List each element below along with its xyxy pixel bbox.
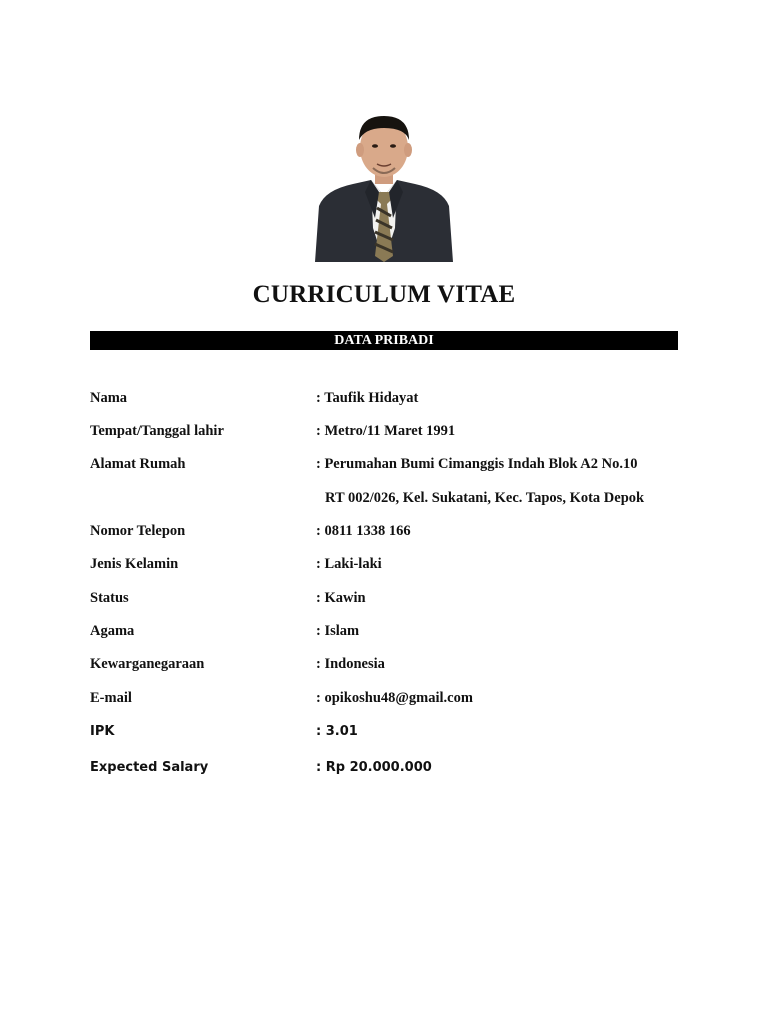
field-row-tempat-tanggal-lahir: [90, 421, 690, 441]
field-value: : Rp 20.000.000: [316, 760, 432, 775]
field-value: : Kawin: [316, 590, 366, 606]
field-label: Tempat/Tanggal lahir: [90, 423, 224, 439]
field-value: : Laki-laki: [316, 556, 382, 572]
field-row-alamat-rumah: [90, 454, 690, 474]
field-label: Jenis Kelamin: [90, 556, 179, 572]
field-value: : Metro/11 Maret 1991: [316, 423, 456, 439]
field-row-agama: [90, 621, 690, 641]
field-value: : Taufik Hidayat: [316, 390, 419, 406]
field-label: Alamat Rumah: [90, 456, 186, 472]
field-label: Status: [90, 590, 129, 606]
section-header-data-pribadi: DATA PRIBADI: [90, 331, 678, 350]
field-label: Nama: [90, 390, 128, 406]
field-row-expected-salary: [90, 758, 690, 778]
field-value: : Perumahan Bumi Cimanggis Indah Blok A2 No.10: [316, 456, 638, 472]
field-value: : opikoshu48@gmail.com: [316, 690, 473, 706]
field-value-continuation: RT 002/026, Kel. Sukatani, Kec. Tapos, Kota Depok: [325, 490, 645, 506]
field-value: : Indonesia: [316, 656, 385, 672]
field-row-email: [90, 688, 690, 708]
field-row-jenis-kelamin: [90, 554, 690, 574]
field-value: : 0811 1338 166: [316, 523, 411, 539]
field-row-kewarganegaraan: [90, 654, 690, 674]
document-title: CURRICULUM VITAE: [252, 281, 516, 308]
field-value: : 3.01: [316, 724, 358, 739]
field-label: E-mail: [90, 690, 132, 706]
field-value: : Islam: [316, 623, 360, 639]
portrait-photo-icon: [313, 88, 455, 262]
profile-photo: [313, 88, 455, 262]
field-row-ipk: [90, 722, 690, 742]
field-label: IPK: [90, 724, 115, 739]
field-row-nomor-telepon: [90, 521, 690, 541]
field-label: Agama: [90, 623, 135, 639]
field-row-status: [90, 588, 690, 608]
field-label: Expected Salary: [90, 760, 209, 775]
field-label: Kewarganegaraan: [90, 656, 205, 672]
field-row-nama: [90, 388, 690, 408]
field-label: Nomor Telepon: [90, 523, 186, 539]
